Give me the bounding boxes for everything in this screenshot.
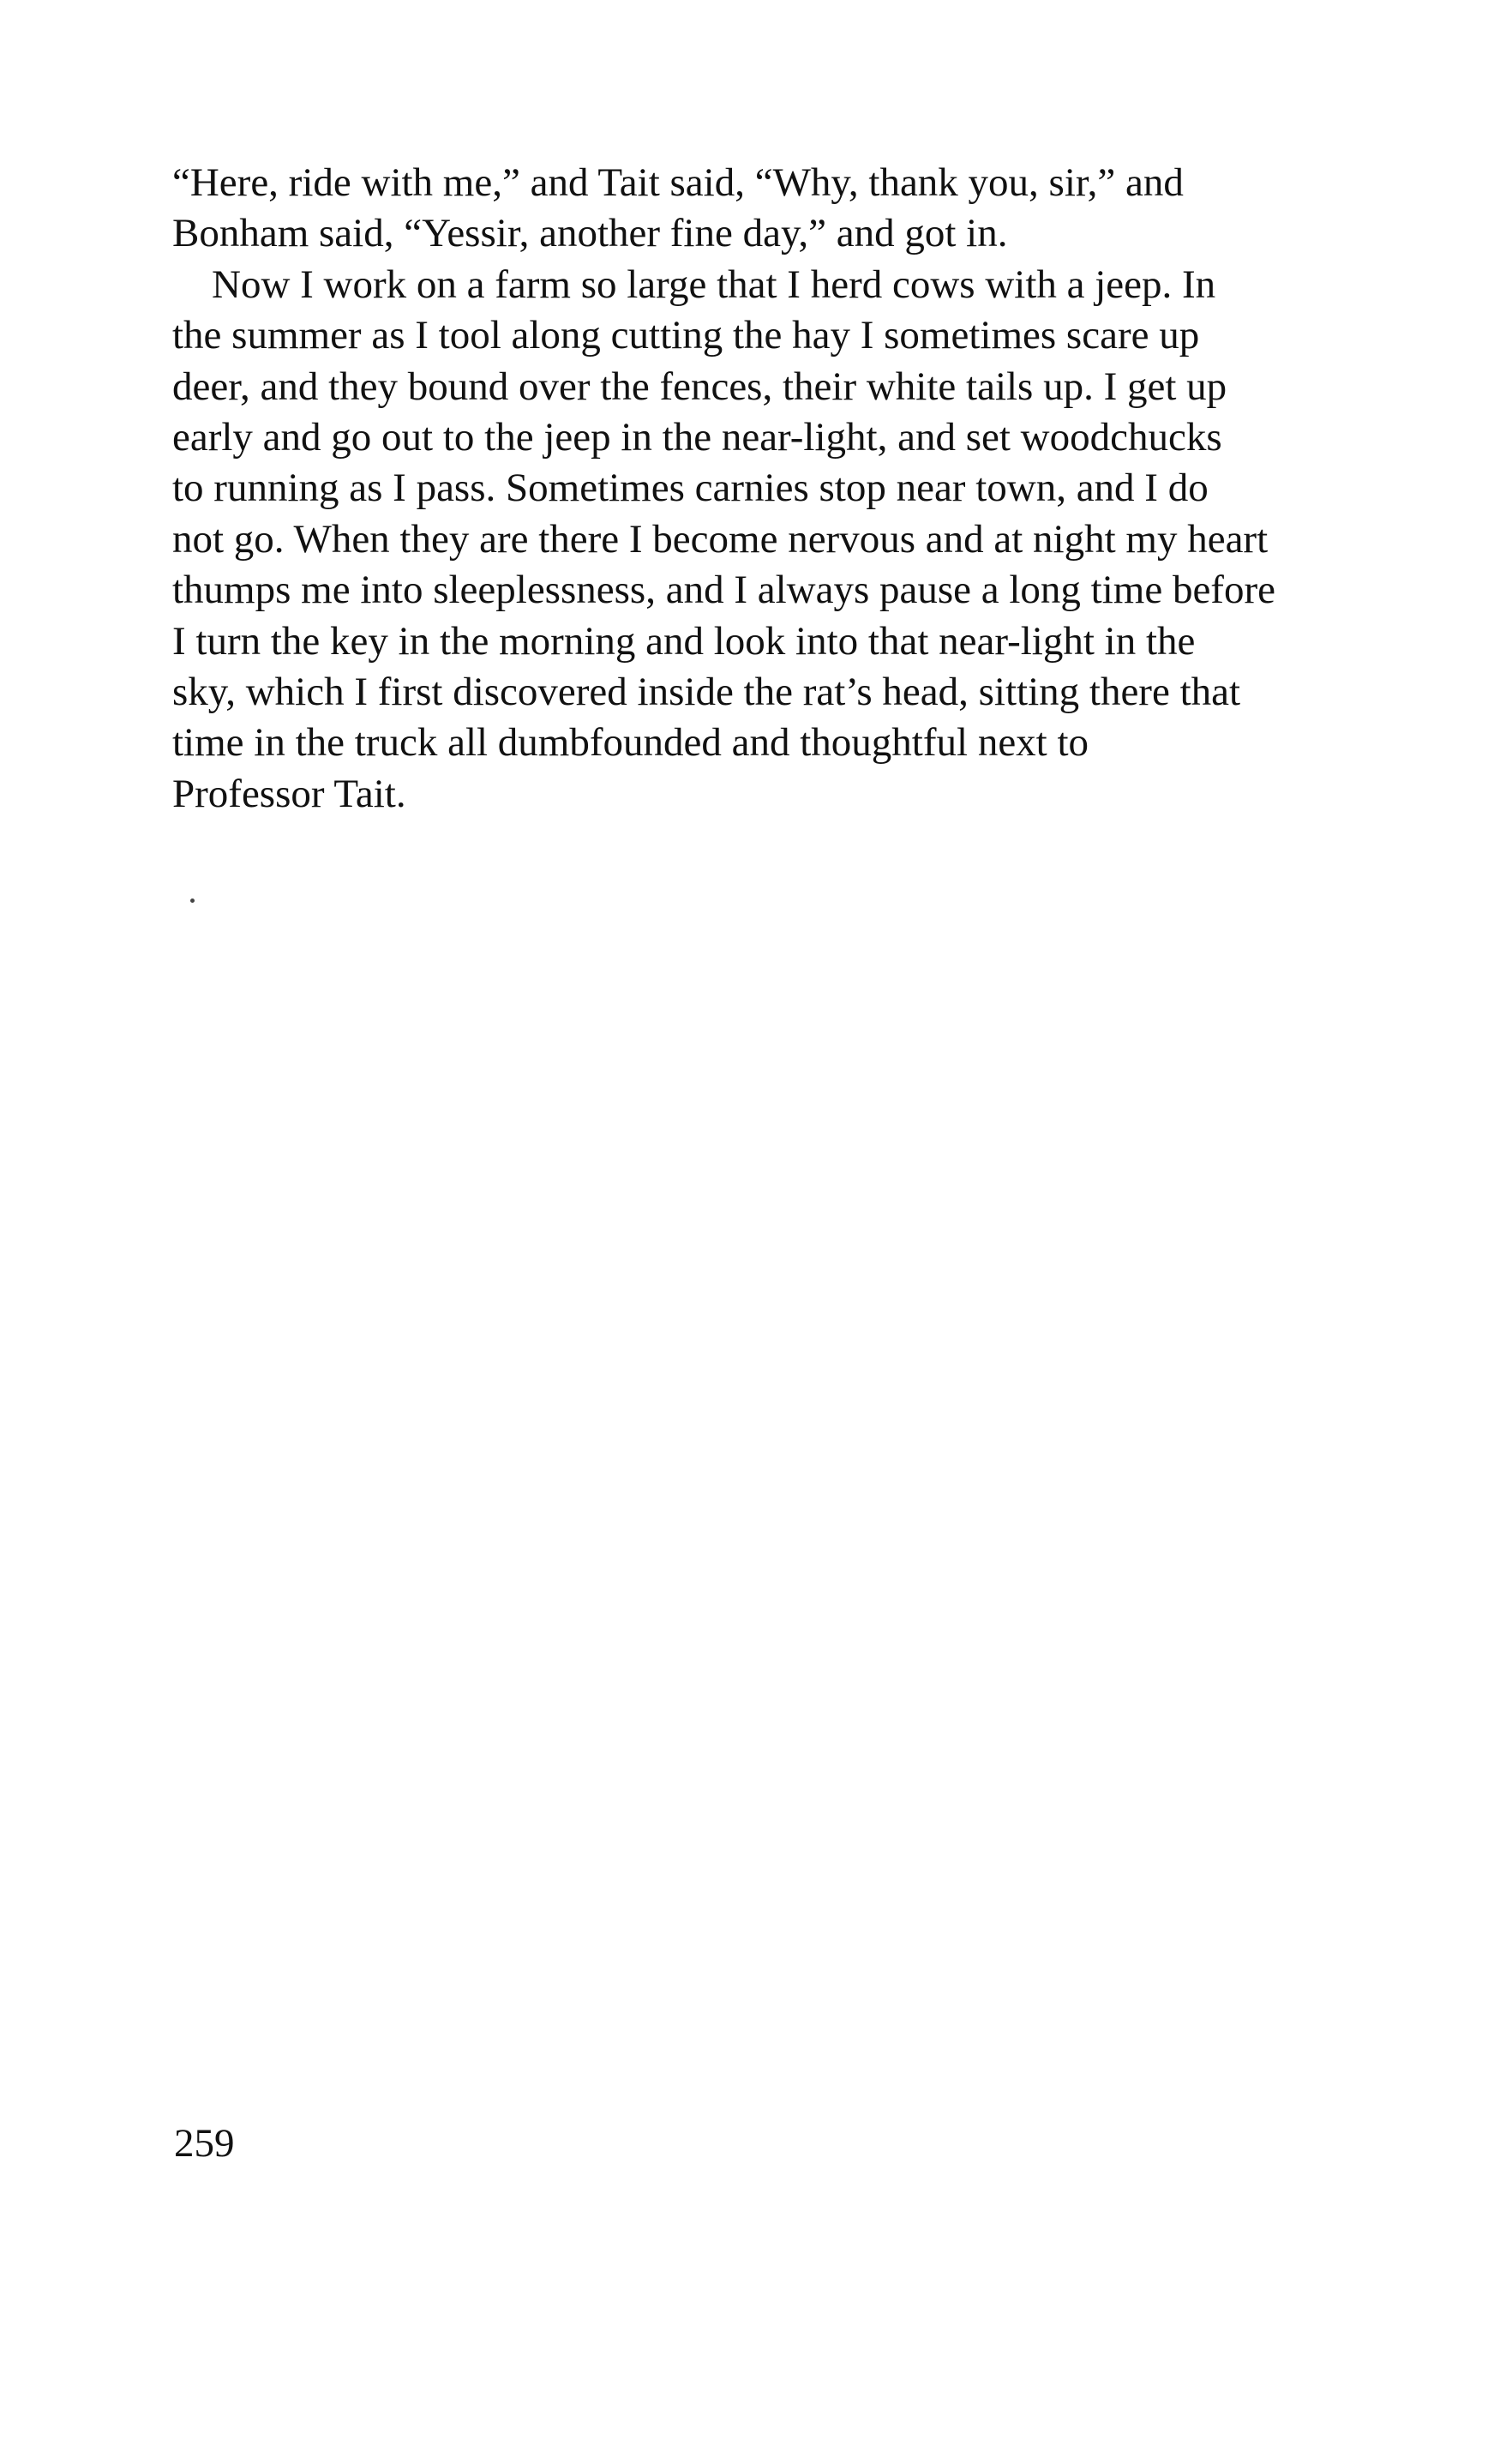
text-line: thumps me into sleeplessness, and I always pause a long time before — [172, 568, 1275, 613]
text-line: deer, and they bound over the fences, their white tails up. I get up — [172, 364, 1227, 409]
text-line: to running as I pass. Sometimes carnies stop near town, and I do — [172, 466, 1209, 511]
body-text — [172, 158, 1355, 820]
text-line: not go. When they are there I become nervous and at night my heart — [172, 516, 1269, 562]
paragraph-first-line: Now I work on a farm so large that I herd cows with a jeep. In — [212, 261, 1216, 307]
page-number: 259 — [174, 2121, 235, 2166]
text-line: I turn the key in the morning and look into that near-light in the — [172, 618, 1196, 664]
text-line: “Here, ride with me,” and Tait said, “Why, thank you, sir,” and — [172, 160, 1184, 205]
text-line: early and go out to the jeep in the near-light, and set woodchucks — [172, 414, 1222, 460]
text-line: Bonham said, “Yessir, another fine day,” and got in. — [172, 211, 1008, 256]
text-line: the summer as I tool along cutting the hay I sometimes scare up — [172, 313, 1200, 358]
ink-speck — [190, 898, 195, 903]
text-line: sky, which I first discovered inside the rat’s head, sitting there that — [172, 669, 1241, 714]
text-line: time in the truck all dumbfounded and thoughtful next to — [172, 720, 1089, 766]
text-line: Professor Tait. — [172, 771, 406, 816]
